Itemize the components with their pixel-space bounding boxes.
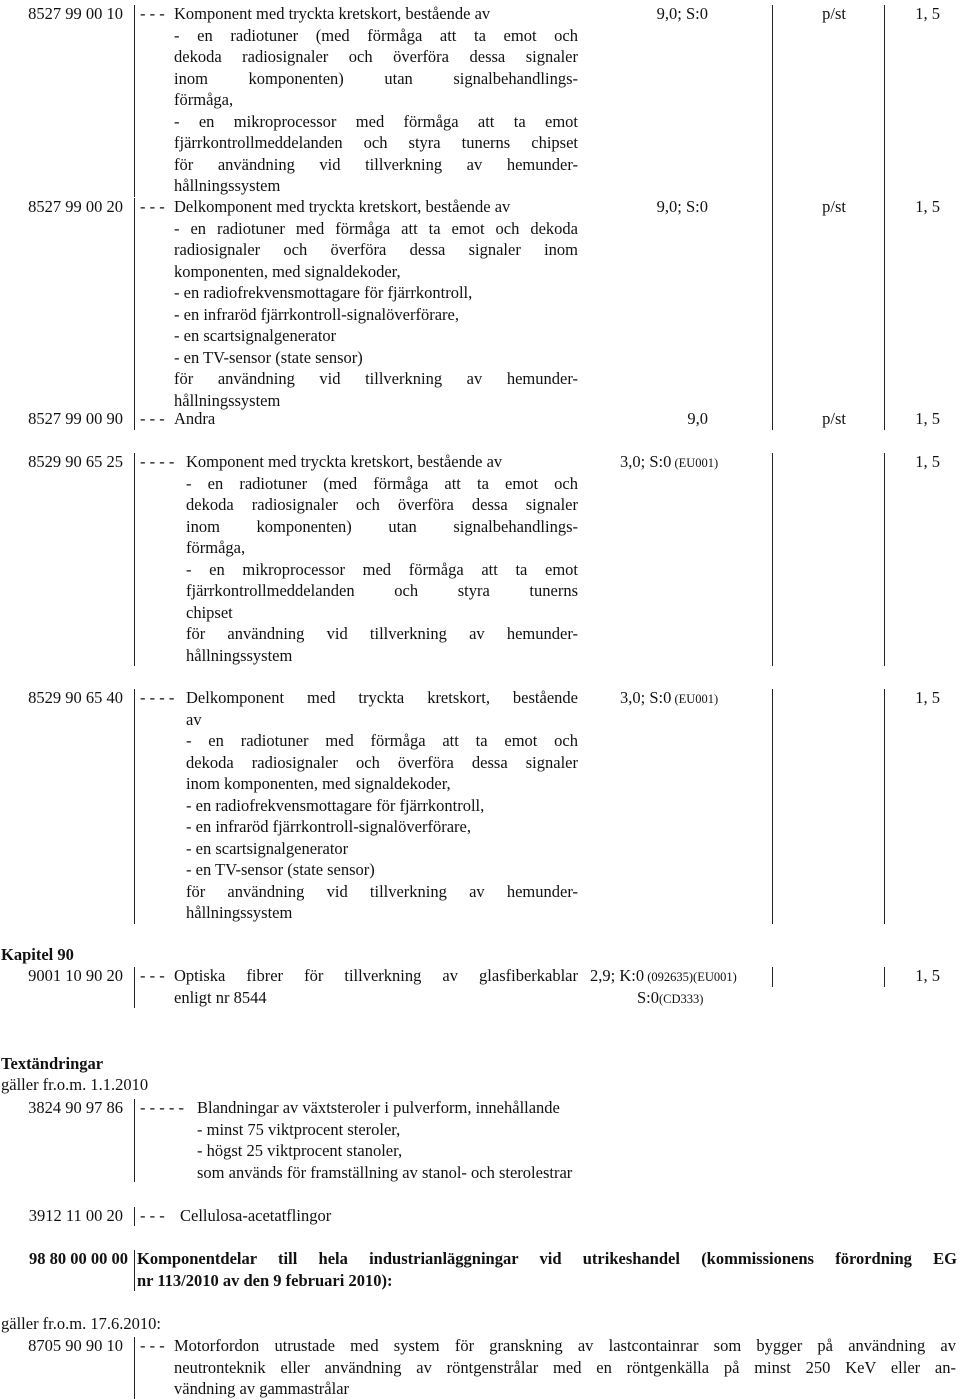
commodity-description bbox=[197, 1097, 657, 1183]
description-line: hållningssystem bbox=[186, 645, 293, 665]
column-divider bbox=[884, 5, 885, 430]
description-line: komponenten, med signaldekoder, bbox=[174, 261, 401, 281]
column-divider bbox=[134, 1099, 135, 1182]
level-dashes: - - - bbox=[140, 1336, 165, 1355]
description-line: - en radiotuner med förmåga att ta emot och bbox=[186, 731, 578, 750]
period-field: 1, 5 bbox=[915, 4, 940, 23]
duty-rate-value: 3,0; S:0 bbox=[620, 688, 672, 707]
description-line: för användning vid tillverkning av hemunder- bbox=[186, 881, 578, 901]
description-line: Komponent med tryckta kretskort, bestående av bbox=[186, 452, 503, 471]
duty-rate-value: 3,0; S:0 bbox=[620, 452, 672, 471]
description-line: - en radiotuner (med förmåga att ta emot och bbox=[174, 25, 578, 45]
description-line: - en mikroprocessor med förmåga att ta emot bbox=[186, 559, 578, 579]
commodity-description bbox=[174, 965, 578, 1008]
description-line: - en TV-sensor (state sensor) bbox=[174, 347, 363, 367]
column-divider bbox=[134, 1337, 135, 1399]
validity-date: gäller fr.o.m. 1.1.2010 bbox=[1, 1075, 149, 1094]
description-line: - en radiofrekvensmottagare för fjärrkontroll, bbox=[174, 283, 473, 302]
duty-rate-note: (EU001) bbox=[671, 456, 719, 470]
validity-date: gäller fr.o.m. 17.6.2010: bbox=[1, 1314, 161, 1333]
period-field: 1, 5 bbox=[915, 452, 940, 471]
duty-rate-note: (092635)(EU001) bbox=[644, 970, 737, 984]
supplementary-unit: p/st bbox=[822, 4, 846, 23]
description-line: dekoda radiosignaler och överföra dessa signaler bbox=[174, 47, 578, 66]
column-divider bbox=[884, 689, 885, 924]
column-divider bbox=[772, 453, 773, 666]
description-line: fjärrkontrollmeddelanden och styra tunerns chipset bbox=[174, 133, 578, 152]
description-line: - en radiotuner (med förmåga att ta emot och bbox=[186, 473, 578, 493]
duty-rate bbox=[590, 965, 737, 989]
description-line: enligt nr 8544 bbox=[174, 987, 267, 1007]
column-divider bbox=[772, 689, 773, 924]
column-divider bbox=[134, 1250, 135, 1291]
duty-rate: 9,0; S:0 bbox=[656, 4, 708, 23]
description-line: för användning vid tillverkning av hemunder- bbox=[186, 624, 578, 643]
column-divider bbox=[134, 410, 135, 430]
chapter-heading: Kapitel 90 bbox=[1, 945, 74, 964]
commodity-code: 8527 99 00 10 bbox=[28, 4, 123, 23]
level-dashes: - - - bbox=[140, 409, 165, 428]
description-line: - en radiotuner med förmåga att ta emot och dekoda bbox=[174, 218, 578, 238]
commodity-description bbox=[137, 1248, 957, 1291]
description-line: - högst 25 viktprocent stanoler, bbox=[197, 1141, 403, 1160]
duty-rate-note: (EU001) bbox=[671, 692, 719, 706]
column-divider bbox=[772, 967, 773, 987]
description-line: - en mikroprocessor med förmåga att ta emot bbox=[174, 111, 578, 131]
description-line: neutronteknik eller användning av röntgenstrålar med en röntgenkälla på minst 250 KeV eller an- bbox=[174, 1357, 956, 1377]
description-line: som används för framställning av stanol- och sterolestrar bbox=[197, 1162, 573, 1182]
level-dashes: - - - - bbox=[140, 452, 175, 471]
description-line: nr 113/2010 av den 9 februari 2010): bbox=[137, 1270, 393, 1290]
description-line: Delkomponent med tryckta kretskort, bestående bbox=[186, 688, 578, 707]
description-line: - minst 75 viktprocent steroler, bbox=[197, 1119, 401, 1139]
description-line: - en radiofrekvensmottagare för fjärrkontroll, bbox=[186, 795, 485, 815]
description-line: av bbox=[186, 709, 202, 729]
column-divider bbox=[772, 5, 773, 430]
duty-rate: 9,0; S:0 bbox=[656, 197, 708, 216]
column-divider bbox=[884, 453, 885, 666]
description-line: vändning av gammastrålar bbox=[174, 1379, 350, 1398]
column-divider bbox=[134, 5, 135, 197]
duty-rate-value: 2,9; K:0 bbox=[590, 966, 645, 985]
commodity-description bbox=[186, 451, 578, 666]
description-line: radiosignaler och överföra dessa signaler inom bbox=[174, 240, 578, 259]
description-line: inom komponenten) utan signalbehandlings- bbox=[174, 68, 578, 88]
level-dashes: - - - bbox=[140, 4, 165, 23]
description-line: hållningssystem bbox=[174, 176, 281, 195]
commodity-code: 8529 90 65 25 bbox=[28, 452, 123, 471]
commodity-code: 8527 99 00 90 bbox=[28, 409, 123, 428]
period-field: 1, 5 bbox=[915, 688, 940, 707]
description-line: Komponent med tryckta kretskort, bestående av bbox=[174, 4, 491, 23]
commodity-description bbox=[174, 1335, 956, 1400]
supplementary-unit: p/st bbox=[822, 197, 846, 216]
level-dashes: - - - - bbox=[140, 688, 175, 707]
description-line: hållningssystem bbox=[174, 390, 281, 410]
level-dashes: - - - bbox=[140, 1206, 165, 1225]
description-line: - en infraröd fjärrkontroll-signalöverförare, bbox=[186, 817, 471, 836]
column-divider bbox=[134, 198, 135, 411]
duty-rate bbox=[620, 687, 718, 711]
level-dashes: - - - bbox=[140, 966, 165, 985]
description-line: förmåga, bbox=[174, 90, 234, 109]
description-line: Optiska fibrer för tillverkning av glasfiberkablar bbox=[174, 966, 578, 985]
commodity-code: 3912 11 00 20 bbox=[28, 1206, 123, 1225]
description-line: dekoda radiosignaler och överföra dessa signaler bbox=[186, 752, 578, 772]
description-line: för användning vid tillverkning av hemunder- bbox=[174, 154, 578, 174]
level-dashes: - - - bbox=[140, 197, 165, 216]
description-line: - en scartsignalgenerator bbox=[174, 326, 337, 345]
commodity-code: 98 80 00 00 00 bbox=[29, 1249, 128, 1268]
description-line: - en infraröd fjärrkontroll-signalöverförare, bbox=[174, 304, 459, 324]
description-line: förmåga, bbox=[186, 538, 246, 557]
column-divider bbox=[134, 689, 135, 924]
commodity-description bbox=[174, 196, 578, 411]
duty-rate: 9,0 bbox=[687, 409, 708, 428]
description-line: chipset bbox=[186, 602, 233, 622]
commodity-description: Cellulosa-acetatflingor bbox=[180, 1206, 332, 1225]
column-divider bbox=[134, 1207, 135, 1226]
description-line: inom komponenten, med signaldekoder, bbox=[186, 774, 451, 793]
description-line: hållningssystem bbox=[186, 903, 293, 922]
period-field: 1, 5 bbox=[915, 409, 940, 428]
description-line: fjärrkontrollmeddelanden och styra tunerns bbox=[186, 581, 578, 600]
duty-rate-value: S:0 bbox=[637, 988, 660, 1007]
period-field: 1, 5 bbox=[915, 197, 940, 216]
description-line: - en scartsignalgenerator bbox=[186, 838, 349, 858]
description-line: Blandningar av växtsteroler i pulverform, innehållande bbox=[197, 1098, 560, 1117]
description-line: Motorfordon utrustade med system för granskning av lastcontainrar som bygger på användning av bbox=[174, 1336, 956, 1355]
level-dashes: - - - - - bbox=[140, 1098, 184, 1117]
description-line: Komponentdelar till hela industrianläggningar vid utrikeshandel (kommissionens förordning EG bbox=[137, 1249, 957, 1268]
commodity-code: 9001 10 90 20 bbox=[28, 966, 123, 985]
column-divider bbox=[134, 967, 135, 1008]
commodity-code: 3824 90 97 86 bbox=[28, 1098, 123, 1117]
supplementary-unit: p/st bbox=[822, 409, 846, 428]
column-divider bbox=[884, 967, 885, 987]
description-line: - en TV-sensor (state sensor) bbox=[186, 860, 375, 879]
description-line: Andra bbox=[174, 409, 216, 428]
commodity-description bbox=[174, 3, 578, 197]
duty-rate bbox=[637, 987, 703, 1011]
duty-rate-note: (CD333) bbox=[659, 992, 704, 1006]
section-heading: Textändringar bbox=[1, 1054, 104, 1073]
commodity-description bbox=[174, 408, 578, 430]
period-field: 1, 5 bbox=[915, 966, 940, 985]
description-line: dekoda radiosignaler och överföra dessa signaler bbox=[186, 495, 578, 514]
commodity-code: 8529 90 65 40 bbox=[28, 688, 123, 707]
column-divider bbox=[134, 453, 135, 666]
commodity-code: 8527 99 00 20 bbox=[28, 197, 123, 216]
commodity-description bbox=[186, 687, 578, 924]
description-line: för användning vid tillverkning av hemunder- bbox=[174, 369, 578, 388]
description-line: Delkomponent med tryckta kretskort, bestående av bbox=[174, 197, 511, 216]
duty-rate bbox=[620, 451, 718, 475]
commodity-code: 8705 90 90 10 bbox=[28, 1336, 123, 1355]
description-line: inom komponenten) utan signalbehandlings- bbox=[186, 516, 578, 536]
